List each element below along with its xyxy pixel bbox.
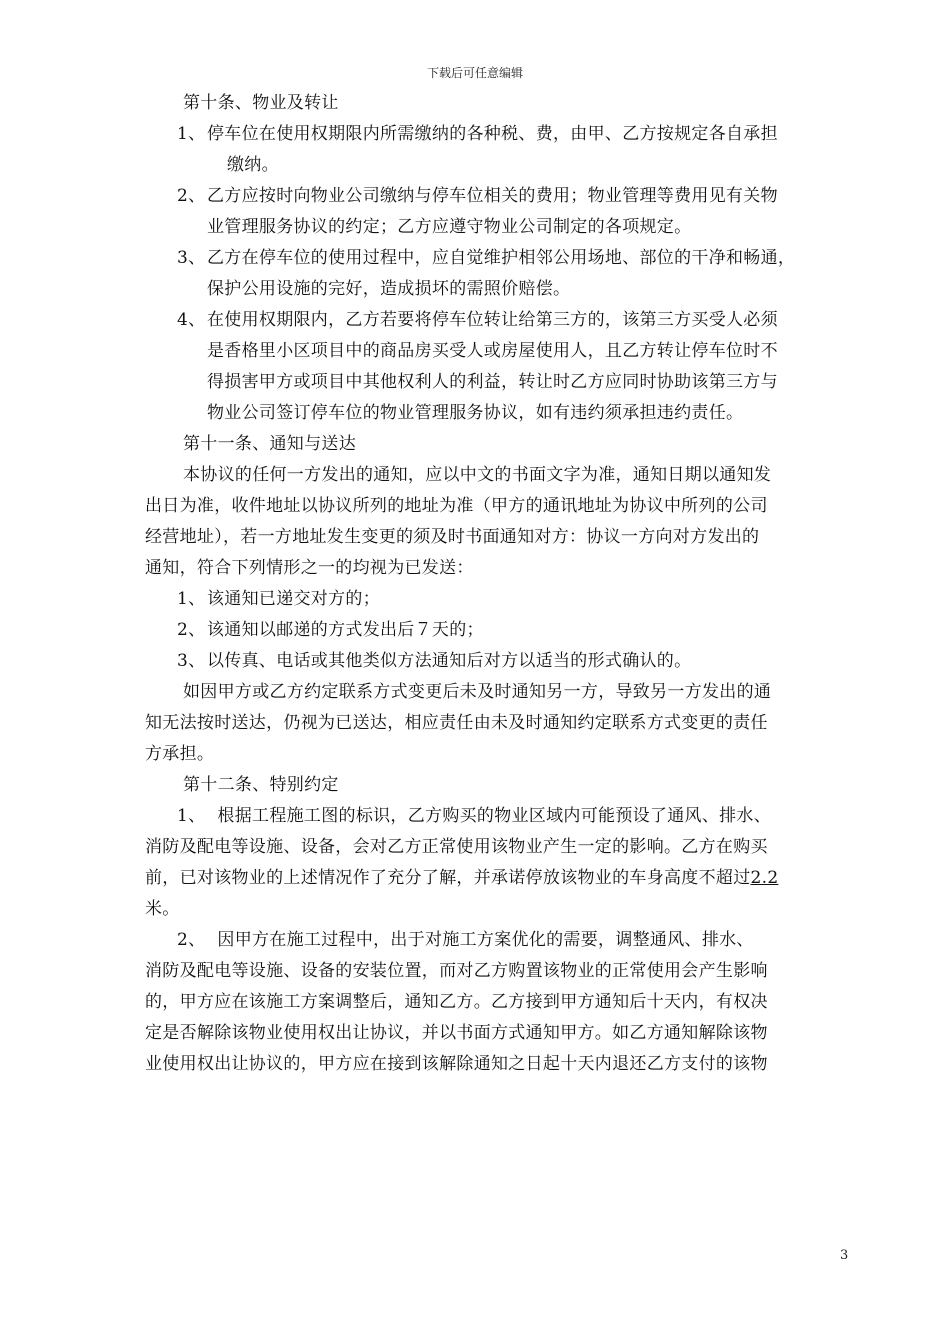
height-value: 2.2 [750, 868, 779, 888]
art12-item-1 [145, 801, 860, 925]
item-first-line [145, 801, 860, 832]
item-number: 2、 [177, 186, 206, 206]
art10-item-3 [145, 243, 860, 305]
item-text-line: 保护公用设施的完好，造成损坏的需照价赔偿。 [207, 279, 571, 299]
paragraph-line: 通知，符合下列情形之一的均视为已发送： [145, 558, 474, 578]
item-text-line: 乙方在停车位的使用过程中，应自觉维护相邻公用场地、部位的干净和畅通， [207, 248, 796, 268]
art10-item-4 [145, 305, 860, 429]
paragraph-line: 经营地址），若一方地址发生变更的须及时书面通知对方：协议一方向对方发出的 [145, 527, 760, 547]
paragraph-line: 出日为准，收件地址以协议所列的地址为准（甲方的通讯地址为协议中所列的公司 [145, 496, 768, 516]
item-text-line: 缴纳。 [227, 155, 279, 175]
item-number: 1、 [177, 806, 206, 826]
item-number: 2、 [177, 930, 206, 950]
item-number: 1、 [177, 124, 206, 144]
art12-item-2 [145, 925, 860, 1080]
item-text-line: 乙方应按时向物业公司缴纳与停车位相关的费用；物业管理等费用见有关物 [207, 186, 778, 206]
article-10-title: 第十条、物业及转让 [183, 93, 339, 113]
paragraph-line: 定是否解除该物业使用权出让协议，并以书面方式通知甲方。如乙方通知解除该物 [145, 1023, 768, 1043]
paragraph-line: 米。 [145, 899, 180, 919]
item-text-line: 该通知已递交对方的； [207, 589, 380, 609]
article-12-title: 第十二条、特别约定 [183, 775, 339, 795]
art11-item-3 [145, 646, 860, 677]
item-text: 根据工程施工图的标识，乙方购买的物业区域内可能预设了通风、排水、 [217, 806, 772, 826]
paragraph-line [145, 863, 860, 894]
art11-item-1 [145, 584, 860, 615]
paragraph-line: 本协议的任何一方发出的通知，应以中文的书面文字为准，通知日期以通知发 [183, 465, 772, 485]
item-number: 2、 [177, 620, 206, 640]
item-number: 1、 [177, 589, 206, 609]
paragraph-line: 的，甲方应在该施工方案调整后，通知乙方。乙方接到甲方通知后十天内，有权决 [145, 992, 768, 1012]
art11-item-2 [145, 615, 860, 646]
item-text-line: 是香格里小区项目中的商品房买受人或房屋使用人，且乙方转让停车位时不 [207, 341, 778, 361]
item-number: 3、 [177, 248, 206, 268]
paragraph-line: 消防及配电等设施、设备，会对乙方正常使用该物业产生一定的影响。乙方在购买 [145, 837, 768, 857]
paragraph-line: 知无法按时送达，仍视为已送达，相应责任由未及时通知约定联系方式变更的责任 [145, 713, 768, 733]
item-text-line: 物业公司签订停车位的物业管理服务协议，如有违约须承担违约责任。 [207, 403, 744, 423]
art10-item-2 [145, 181, 860, 243]
paragraph-text: 前，已对该物业的上述情况作了充分了解，并承诺停放该物业的车身高度不超过 [145, 868, 751, 888]
item-text-line: 得损害甲方或项目中其他权利人的利益，转让时乙方应同时协助该第三方与 [207, 372, 778, 392]
item-text-line: 停车位在使用权期限内所需缴纳的各种税、费，由甲、乙方按规定各自承担 [207, 124, 778, 144]
art11-paragraph-2 [145, 677, 860, 770]
item-number: 4、 [177, 310, 206, 330]
paragraph-line: 如因甲方或乙方约定联系方式变更后未及时通知另一方，导致另一方发出的通 [183, 682, 772, 702]
paragraph-line: 消防及配电等设施、设备的安装位置，而对乙方购置该物业的正常使用会产生影响 [145, 961, 768, 981]
paragraph-line: 方承担。 [145, 744, 215, 764]
article-11-title: 第十一条、通知与送达 [183, 434, 356, 454]
art10-item-1 [145, 119, 860, 181]
item-text-line: 业管理服务协议的约定；乙方应遵守物业公司制定的各项规定。 [207, 217, 692, 237]
item-number: 3、 [177, 651, 206, 671]
item-text: 因甲方在施工过程中，出于对施工方案优化的需要，调整通风、排水、 [217, 930, 754, 950]
paragraph-line: 业使用权出让协议的，甲方应在接到该解除通知之日起十天内退还乙方支付的该物 [145, 1054, 768, 1074]
document-body [145, 88, 860, 1080]
item-first-line [145, 925, 860, 956]
item-text-line: 在使用权期限内，乙方若要将停车位转让给第三方的，该第三方买受人必须 [207, 310, 778, 330]
art11-paragraph-1 [145, 460, 860, 584]
page-number: 3 [840, 1248, 849, 1263]
item-text-line: 该通知以邮递的方式发出后７天的； [207, 620, 484, 640]
page-header: 下载后可任意编辑 [426, 66, 523, 80]
item-text-line: 以传真、电话或其他类似方法通知后对方以适当的形式确认的。 [207, 651, 692, 671]
